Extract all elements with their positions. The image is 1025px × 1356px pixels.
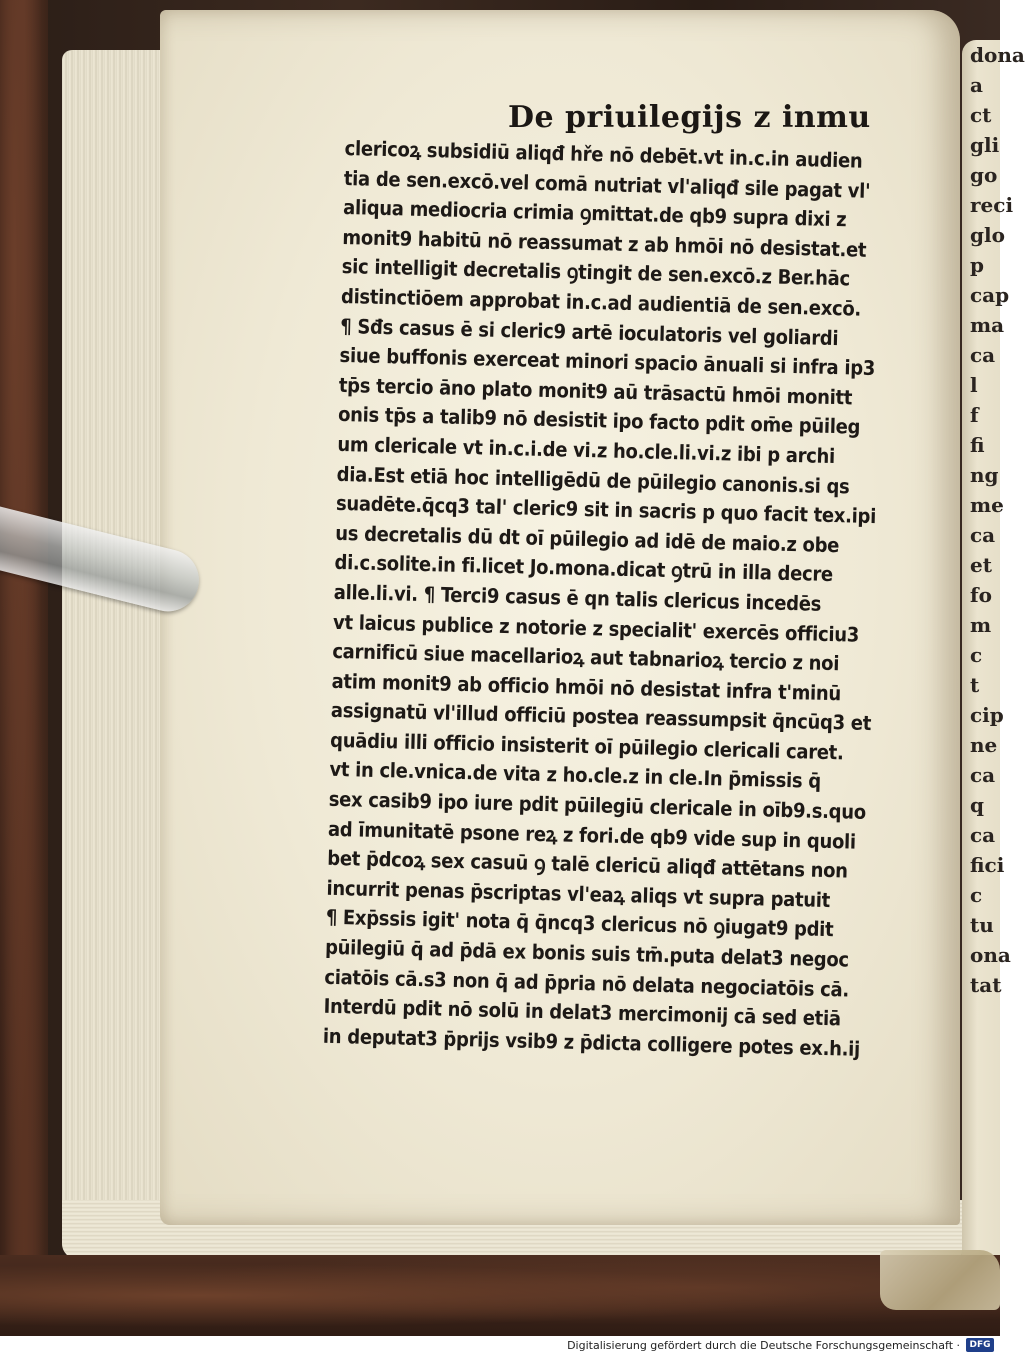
text-line: tia de sen.excō.vel comā nutriat vl'aliqđ sile pagat vl' (343, 165, 871, 203)
adjacent-page-fragment: c (970, 883, 983, 907)
text-line: carnificū siue macellarioꝝ aut tabnarioꝝ tercio z noi (332, 638, 840, 676)
adjacent-page-fragment: tu (970, 913, 994, 937)
funding-credit: Digitalisierung gefördert durch die Deutsche Forschungsgemeinschaft · (567, 1339, 960, 1352)
adjacent-page-fragment: q (970, 793, 984, 817)
text-line: aliqua mediocria crimia ꝯmittat.de qb9 supra dixi z (342, 195, 847, 232)
adjacent-page-fragment: tat (970, 973, 1002, 997)
adjacent-page-fragment: ca (970, 763, 996, 787)
adjacent-page-fragment: ng (970, 463, 999, 487)
text-line: tp̄s tercio āno plato monit9 aū trāsactū hmōi monitt (338, 372, 853, 410)
adjacent-page-fragment: ca (970, 823, 996, 847)
text-line: dia.Est etiā hoc intelligēdū de pūilegio canonis.si qs (336, 461, 850, 498)
text-line: clericoꝝ subsidiū aliqđ hře nō debēt.vt in.c.in audien (344, 135, 863, 173)
text-line: atim monit9 ab officio hmōi nō desistat infra t'minū (331, 668, 842, 705)
text-line: sex casib9 ipo iure pdit pūilegiū clericale in oīb9.s.quo (328, 786, 867, 824)
adjacent-page-fragment: fici (970, 853, 1005, 877)
text-line: ¶ Exp̄ssis igit' nota q̄ q̄ncq3 clericus nō ꝯiugat9 pdit (325, 905, 834, 942)
text-line: um clericale vt in.c.i.de vi.z ho.cle.li.vi.z ibi p archi (337, 431, 836, 469)
text-line: monit9 habitū nō reassumat z ab hmōi nō desistat.et (342, 224, 867, 262)
text-line: in deputat3 p̄prijs vsib9 z p̄dicta colligere potes ex.h.ij (322, 1023, 861, 1061)
adjacent-page-fragment: t (970, 673, 980, 697)
adjacent-page-fragment: dona (970, 43, 1025, 67)
text-block (323, 134, 945, 1066)
adjacent-page-fragment: me (970, 493, 1004, 517)
text-line: sic intelligit decretalis ꝯtingit de sen.excō.z Ber.hāc (341, 254, 851, 291)
adjacent-page-fragment: fo (970, 583, 992, 607)
text-line: ad īmunitatē psone reꝝ z fori.de qb9 vide sup in quoli (327, 816, 857, 854)
adjacent-page-fragment: ca (970, 523, 996, 547)
page-edges (62, 50, 172, 1258)
text-line: di.c.solite.in fi.licet Jo.mona.dicat ꝯtrū in illa decre (334, 550, 834, 587)
adjacent-page-fragment: go (970, 163, 998, 187)
adjacent-page-fragment: f (970, 403, 979, 427)
text-line: siue buffonis exerceat minori spacio ānuali si infra ip3 (339, 343, 876, 381)
text-line: bet p̄dcoꝝ sex casuū ꝯ talē clericū aliqđ attētans non (327, 846, 849, 883)
footer (0, 1336, 1000, 1356)
text-line: pūilegiū q̄ ad p̄dā ex bonis suis tm̄.puta delat3 negoc (324, 934, 850, 972)
text-line: alle.li.vi. ¶ Terci9 casus ē qn talis clericus incedēs (333, 579, 822, 616)
adjacent-page-fragment: cap (970, 283, 1010, 307)
adjacent-page-fragment: et (970, 553, 992, 577)
adjacent-page-fragment: l (970, 373, 978, 397)
adjacent-page-fragment: cip (970, 703, 1004, 727)
text-line: quādiu illi officio insisterit oī pūilegio clericali caret. (329, 727, 844, 765)
adjacent-page-fragment: ne (970, 733, 998, 757)
adjacent-page-fragment: p (970, 253, 984, 277)
text-line: vt laicus publice z notorie z specialit' exercēs officiu3 (332, 609, 860, 647)
text-line: assignatū vl'illud officiū postea reassumpsit q̄ncūq3 et (330, 698, 872, 736)
adjacent-page-fragment: fi (970, 433, 985, 457)
adjacent-page-fragment: c (970, 643, 983, 667)
text-line: incurrit penas p̄scriptas vl'eaꝝ aliqs vt supra patuit (326, 875, 831, 912)
binding-tab (880, 1250, 1000, 1310)
adjacent-page (962, 40, 1025, 1270)
adjacent-page-fragment: m (970, 613, 992, 637)
text-line: ¶ Sđs casus ē si cleric9 artē ioculatoris vel goliardi (340, 313, 839, 350)
adjacent-page-fragment: glo (970, 223, 1005, 247)
adjacent-page-fragment: gli (970, 133, 1000, 157)
text-line: us decretalis dū dt oī pūilegio ad idē de maio.z obe (334, 520, 840, 557)
adjacent-page-fragment: a (970, 73, 983, 97)
adjacent-page-fragment: ma (970, 313, 1005, 337)
text-line: ciatōis cā.s3 non q̄ ad p̄pria nō delata negociatōis cā. (324, 964, 850, 1002)
text-line: distinctiōem approbat in.c.ad audientiā de sen.excō. (340, 283, 862, 321)
leather-cover-left (0, 0, 48, 1336)
adjacent-page-fragment: ca (970, 343, 996, 367)
text-line: vt in cle.vnica.de vita z ho.cle.z in cle.In p̄missis q̄ (329, 757, 822, 794)
dfg-logo: DFG (966, 1338, 994, 1352)
text-line: Interdū pdit nō solū in delat3 mercimonij cā sed etiā (323, 993, 842, 1031)
text-line: onis tp̄s a talib9 nō desistit ipo facto pdit om̄e pūileg (337, 402, 861, 440)
text-line: suadēte.q̄cq3 tal' cleric9 sit in sacris p quo facit tex.ipi (335, 491, 877, 529)
adjacent-page-fragment: reci (970, 193, 1014, 217)
adjacent-page-fragment: ct (970, 103, 992, 127)
adjacent-page-fragment: ona (970, 943, 1011, 967)
page-heading: De priuilegijs z inmu (508, 100, 871, 135)
leather-cover-bottom (0, 1255, 1000, 1336)
